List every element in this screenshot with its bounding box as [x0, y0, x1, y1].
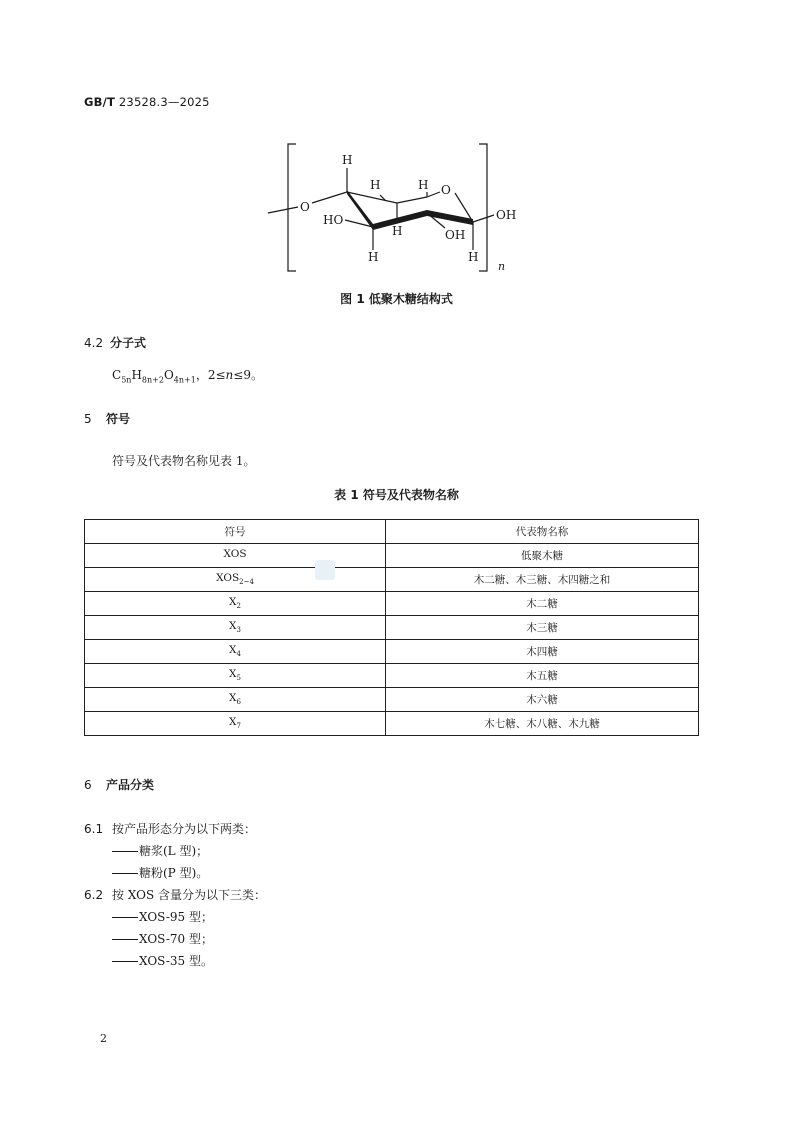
clause-6-2: 6.2 按 XOS 含量分为以下三类：	[84, 888, 267, 902]
watermark-logo	[315, 560, 335, 580]
section-5-paragraph: 符号及代表物名称见表 1。	[112, 454, 256, 468]
list-item: 糖粉(P 型)。	[112, 864, 208, 881]
name-cell: 木五糖	[386, 664, 699, 688]
list-item: 糖浆(L 型)；	[112, 842, 208, 859]
list-item: XOS-70 型；	[112, 930, 213, 947]
em-dash	[112, 873, 138, 874]
name-cell: 木六糖	[386, 688, 699, 712]
name-cell: 木二糖、木三糖、木四糖之和	[386, 568, 699, 592]
atom-h-c2: H	[418, 178, 429, 192]
atom-oh-bottom: OH	[445, 228, 466, 242]
atom-o-link: O	[300, 200, 310, 214]
header-name: 代表物名称	[386, 520, 699, 544]
atom-h-top: H	[342, 153, 353, 167]
symbol-cell: $XOS_{2\sim 4}$	[85, 568, 386, 592]
em-dash	[112, 961, 138, 962]
name-cell: 木七糖、木八糖、木九糖	[386, 712, 699, 736]
name-cell: 木三糖	[386, 616, 699, 640]
list-item: XOS-35 型。	[112, 952, 213, 969]
figure-caption: 图 1 低聚木糖结构式	[340, 292, 453, 306]
name-cell: 木二糖	[386, 592, 699, 616]
name-cell: 木四糖	[386, 640, 699, 664]
em-dash	[112, 851, 138, 852]
wedge-bond	[427, 210, 473, 225]
atom-h-bottom-right: H	[468, 250, 479, 264]
list-item: XOS-95 型；	[112, 908, 213, 925]
table-row	[85, 640, 699, 664]
section-4-2-heading: 4.2 分子式	[84, 336, 147, 350]
symbol-table	[84, 519, 699, 736]
table-row	[85, 592, 699, 616]
symbol-cell: $X_3$	[85, 616, 386, 640]
section-6-heading: 6 产品分类	[84, 778, 155, 792]
atom-ho-left: HO	[323, 213, 344, 227]
table-row	[85, 712, 699, 736]
table-header-row	[85, 520, 699, 544]
repeat-n: n	[498, 260, 506, 273]
symbol-cell: $X_7$	[85, 712, 386, 736]
symbol-cell: XOS	[85, 544, 386, 568]
table-caption: 表 1 符号及代表物名称	[334, 488, 459, 502]
symbol-cell: $X_6$	[85, 688, 386, 712]
table-row	[85, 568, 699, 592]
table-row	[85, 616, 699, 640]
section-5-heading: 5 符号	[84, 412, 131, 426]
page-number: 2	[100, 1032, 107, 1045]
atom-oh-right: OH	[496, 208, 517, 222]
table-row	[85, 688, 699, 712]
xylooligosaccharide-structure-figure	[0, 0, 793, 290]
header-symbol: 符号	[85, 520, 386, 544]
atom-h-bottom-mid: H	[392, 224, 403, 238]
atom-h-bottom-left: H	[368, 250, 379, 264]
table-row	[85, 544, 699, 568]
standard-header: GB/T 23528.3—2025	[84, 95, 210, 109]
symbol-cell: $X_5$	[85, 664, 386, 688]
table-row	[85, 664, 699, 688]
right-bracket	[479, 144, 487, 271]
em-dash	[112, 939, 138, 940]
clause-6-1: 6.1 按产品形态分为以下两类：	[84, 822, 257, 836]
molecular-formula: $C_{5n}H_{8n+2}O_{4n+1}$，2≤n≤9。	[112, 368, 263, 385]
name-cell: 低聚木糖	[386, 544, 699, 568]
symbol-cell: $X_4$	[85, 640, 386, 664]
symbol-cell: $X_2$	[85, 592, 386, 616]
em-dash	[112, 917, 138, 918]
atom-o-ring: O	[441, 183, 451, 197]
atom-h-c4: H	[370, 178, 381, 192]
